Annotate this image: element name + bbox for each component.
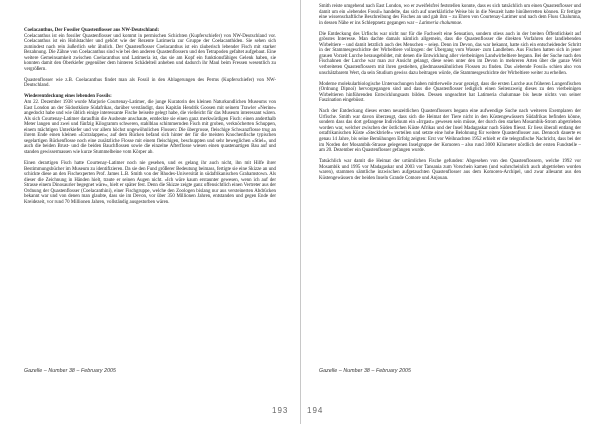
right-page-text — [319, 4, 581, 187]
left-page-text — [24, 28, 276, 211]
section-heading-coelacanthus: Coelacanthus, Der Fossiler Quastenflosser aus NW-Deutschland: — [24, 28, 160, 33]
paragraph — [319, 4, 581, 26]
paragraph: Einen derartigen Fisch hatte Courtenay-Latimer noch nie gesehen, und es gelang ihr auch nicht, ihn mit Hilfe ihrer Bestimmungsbücher im Museum zu identifizieren. Da sie den Fund größerer Bedeutung beimass, fertigte sie eine Skizze an und schickte diese an den Fischexperten Prof. James L.B. Smith von der Rhodes-Universität in südafrikanischen Grahamstown. Als dieser die Zeichnung in Händen hielt, traute er seinen Augen nicht. »Ich wäre kaum erstaunter gewesen, wenn ich auf der Strasse einem Dinosaurier begegnet wäre«, hielt er später fest. Denn die Skizze zeigte ganz offensichtlich einen Vertreter aus der Ordnung der Quastenflosser (Coelacanthini), einer Fischgruppe, welche den Zoologen bislang nur aus versteinerten Abdrücken bekannt war und von denen man glaubte, dass sie im Devon, vor über 350 Millionen Jahren, entstanden und gegen Ende der Kreidezeit, vor rund 70 Millionen Jahren, vollständig ausgestorben wären. — [24, 160, 276, 205]
paragraph: Coelacanthus ist ein fossiler Quastenflosser und kommt in permischen Schichten (Kupferschiefer) von NW-Deutschland vor. Coelacanthus ist ein Hohlstachler und gehört wie der Rezente Latimeria zur Gruppe der Coelacanthiden. Sie sehen sich zumindest nach rein äußerlich sehr ähnlich. Der Quastenflosser Coelacanthus ist ein räuberisch lebender Fisch mit starker Bezahnung. Die Zähne von Coelacanthus sind wie bei den anderen Quastenflossern und den Tetrapoden gefaltet aufgebaut. Eine weitere Gemeinsamkeit zwischen Coelacanthus und Latimeria ist, das sie am Kopf ein funktionsfähiges Gelenk haben, sie konnten damit den Oberkiefer gegenüber dem hinteren Schädelteil anheben und dadurch ihr Maul beim Fressen wesentlich zu vergrößern. — [24, 33, 276, 72]
paragraph: Moderne molekularbiologische Untersuchungen haben mittlerweile zwar gezeigt, dass die ersten Lurche aus früheren Lungenfischen (Ordnung Dipnoi) hervorgegangen sind und dass die Quastenflosser lediglich einen Seitenzweig dieses zu den vierbeinigen Wirbeltieren hinführenden Entwicklungsasts bilden. Dessen ungeachtet hat Latimeria chalumnae bis heute nichts von seiner Faszination eingebüsst. — [319, 81, 581, 104]
paragraph: Die Entdeckung des Urfischs war nicht nur für die Fachwelt eine Sensation, sondern stiess auch in der breiten Öffentlichkeit auf grösstes Interesse. Man dachte damals nämlich allgemein, dass die Quastenflosser die direkten Vorfahren der landlebenden Wirbeltiere – und damit letztlich auch des Menschen – seien. Denn im Devon, das war bekannt, hatte sich ein entscheidender Schritt in der Stammesgeschichte der Wirbeltiere vollzogen: der Übergang vom Wasser- zum Landleben. Aus Fischen hatten sich in jener grauen Vorzeit Lurche herausgebildet, mit denen die Entwicklung aller vierbeinigen Landwirbeltiere begann. Bei der Suche nach den Fischahnen der Lurche war man zur Ansicht gelangt, diese seien unter den im Devon in mehreren Arten über die ganze Welt verbreiteten Quastenflossern mit ihren gestielten, gliedmassenähnlichen Flossen zu finden. Das »lebende Fossil« schien also von unschätzbarem Wert, da sein Studium gewiss dazu beitragen würde, die Stammesgeschichte der Wirbeltiere weiter zu erhellen. — [319, 31, 581, 76]
page-number: 194 — [307, 406, 324, 415]
page-number: 193 — [272, 406, 289, 415]
paragraph: Nach der Entdeckung dieses ersten neuzeitlichen Quastenflossers begann eine aufwendige Suche nach weiteren Exemplaren der Urfische. Smith war davon überzeugt, dass sich die Heimat der Tiere nicht in den Küstengewässern Südafrikas befinden könne, sondern dass das dort gefangene Individuum ein »Irrgast« gewesen sein müsse, der durch den starken Mosambik-Strom abgetrieben worden war, welcher zwischen der östlichen Küste Afrikas und der Insel Madagaskar nach Süden fliesst. Er liess überall entlang der ostafrikanischen Küste »Steckbriefe« verteilen und setzte eine hohe Belohnung für weitere Quastenflosser aus. Dennoch dauerte es genau 14 Jahre, bis seine Bemühungen Erfolg zeigten: Erst vor Weihnachten 1952 erhielt er die telegrafische Nachricht, dass bei der im Norden der Mosambik-Strasse gelegenen Inselgruppe der Komoren – also rund 3000 Kilometer nördlich der ersten Fundstelle – am 20. Dezember ein Quastenflosser gefangen wurde. — [319, 109, 581, 154]
species-name: Latimeria chalumnae — [419, 20, 462, 26]
paragraph: Quastenflosser wie z.B. Coelacanthus findet man als Fossil in den Ablagerungen des Perms (Kupferschiefer) von NW-Deutschland. — [24, 77, 276, 89]
paragraph-end: . — [461, 20, 463, 26]
page-footer: Gazelle – Number 38 – February 2005 — [319, 368, 412, 374]
right-page — [300, 0, 600, 424]
paragraph-text: Smith reiste umgehend nach East London, wo er zweifelsfrei feststellen konnte, dass es sich tatsächlich um einen Quastenflosser und damit um ein »lebendes Fossil« handelte, das sich auf unerklärliche Weise bis in die Neuzeit hatte hinüberretten können. Er fertigte eine wissenschaftliche Beschreibung des Fisches an und gab ihm – zu Ehren von Courtenay-Latimer und nach dem Fluss Chalumna, in dessen Nähe er ins Schleppnetz gegangen war – — [319, 4, 581, 26]
paragraph: Tatsächlich war damit die Heimat der urtümlichen Fische gefunden: Abgesehen von den Quastenflossern, welche 1992 vor Mosambik und 1995 vor Madagaskar und 2003 vor Tansania zum Vorschein kamen (und wahrscheinlich auch abgetrieben worden waren), stammen sämtliche inzwischen aufgetauchten Quastenflosser aus dem Komoren-Archipel, und zwar allesamt aus den Küstengewässern der beiden Inseln Grande Comore und Anjouan. — [319, 159, 581, 181]
paragraph: Am 22. Dezember 1938 wurde Marjorie Courtenay-Latimer, die junge Kuratorin des kleinen Naturkundlichen Museums von East London an der Südostküste Südafrikas, darüber verständigt, dass Kapitän Hendrik Goosen mit seinem Trawler »Nerine« angedockt habe und wie üblich einige interessante Fische beiseite gelegt habe, die vielleicht für das Museum interessant wären. Als sich Courtenay-Latimer daraufhin die Ausbeute anschaute, entdeckte sie einen ganz merkwürdigen Fisch: einen anderthalb Meter langen und zwei und fünfzig Kilogramm schweren, stahlblau schimmernden Fisch mit groben, verknöcherten Schuppen, einem mächtigen Unterkiefer und vor allem höchst ungewöhnlichen Flossen: Die übergrosse, fleischige Schwanzflosse trug an ihrem Ende einen kleinen »Extralappen«; auf dem Rücken befand sich hinter der für die meisten Knochenfische typischen segelartigen Rückenflosse noch eine zusätzliche Flosse mit einem fleischigen, beschuppten und sehr beweglichen »Stiel«, und auch die beiden Brust- und die beiden Bauchflossen sowie die einzelne Afterflosse wiesen einen quastenartigen Bau auf und standen gewissermassen wie kurze Stummelbeine vom Körper ab. — [24, 100, 276, 155]
section-heading-rediscovery: Wiederentdeckung eines lebenden Fossils: — [24, 94, 112, 100]
page-footer: Gazelle – Number 38 – February 2005 — [24, 368, 117, 374]
